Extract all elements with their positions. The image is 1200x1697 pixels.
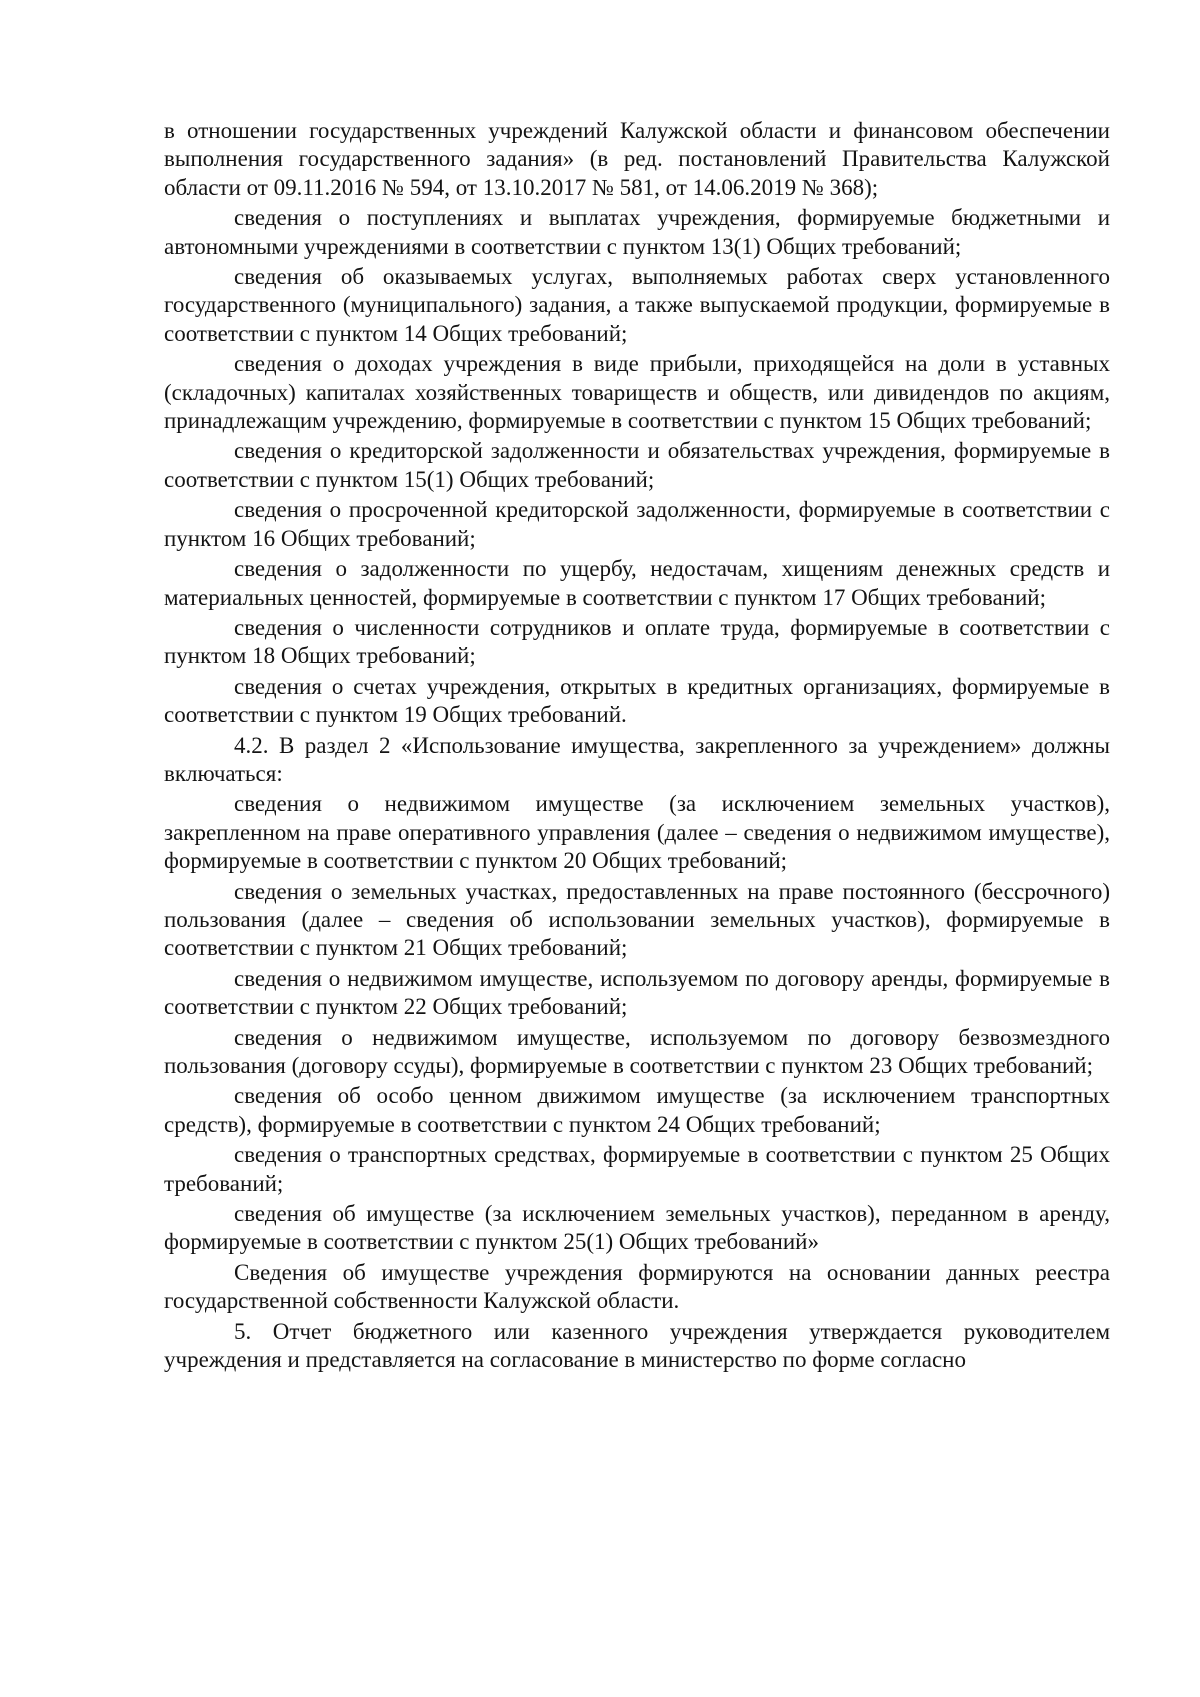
paragraph-free-use: сведения о недвижимом имуществе, используемом по договору безвозмездного пользования (договору ссуды), формируемые в соответствии с пунктом 23 Общих требований; <box>164 1024 1110 1078</box>
document-body <box>164 117 1110 1376</box>
paragraph-creditor-debt: сведения о кредиторской задолженности и обязательствах учреждения, формируемые в соответствии с пунктом 15(1) Общих требований; <box>164 438 1110 492</box>
paragraph-income-payments: сведения о поступлениях и выплатах учреждения, формируемые бюджетными и автономными учреждениями в соответствии с пунктом 13(1) Общих требований; <box>164 205 1110 259</box>
paragraph-continuation: в отношении государственных учреждений Калужской области и финансовом обеспечении выполнения государственного задания» (в ред. постановлений Правительства Калужской области от 09.11.2016 № 594, от 13.10.2017 № 581, от 14.06.2019 № 368); <box>164 118 1110 200</box>
paragraph-overdue-debt: сведения о просроченной кредиторской задолженности, формируемые в соответствии с пунктом 16 Общих требований; <box>164 497 1110 551</box>
paragraph-section-4-2: 4.2. В раздел 2 «Использование имущества, закрепленного за учреждением» должны включаться: <box>164 732 1110 786</box>
paragraph-services: сведения об оказываемых услугах, выполняемых работах сверх установленного государственного (муниципального) задания, а также выпускаемой продукции, формируемые в соответствии с пунктом 14 Общих требований; <box>164 264 1110 346</box>
paragraph-valuable-movables: сведения об особо ценном движимом имуществе (за исключением транспортных средств), формируемые в соответствии с пунктом 24 Общих требований; <box>164 1083 1110 1137</box>
paragraph-vehicles: сведения о транспортных средствах, формируемые в соответствии с пунктом 25 Общих требований; <box>164 1142 1110 1196</box>
paragraph-section-5: 5. Отчет бюджетного или казенного учреждения утверждается руководителем учреждения и представляется на согласование в министерство по форме согласно <box>164 1318 1110 1373</box>
paragraph-real-estate: сведения о недвижимом имуществе (за исключением земельных участков), закрепленном на праве оперативного управления (далее – сведения о недвижимом имуществе), формируемые в соответствии с пунктом 20 Общих требований; <box>164 791 1110 874</box>
paragraph-staff-pay: сведения о численности сотрудников и оплате труда, формируемые в соответствии с пунктом 18 Общих требований; <box>164 614 1110 669</box>
paragraph-land-plots: сведения о земельных участках, предоставленных на праве постоянного (бессрочного) пользования (далее – сведения об использовании земельных участков), формируемые в соответствии с пунктом 21 Общих требований; <box>164 878 1110 961</box>
paragraph-damage-debt: сведения о задолженности по ущербу, недостачам, хищениям денежных средств и материальных ценностей, формируемые в соответствии с пунктом 17 Общих требований; <box>164 556 1110 610</box>
paragraph-profit-income: сведения о доходах учреждения в виде прибыли, приходящейся на доли в уставных (складочных) капиталах хозяйственных товариществ и обществ, или дивидендов по акциям, принадлежащим учреждению, формируемые в соответствии с пунктом 15 Общих требований; <box>164 351 1110 434</box>
paragraph-lease: сведения о недвижимом имуществе, используемом по договору аренды, формируемые в соответствии с пунктом 22 Общих требований; <box>164 965 1110 1020</box>
paragraph-registry-basis: Сведения об имуществе учреждения формируются на основании данных реестра государственной собственности Калужской области. <box>164 1259 1110 1314</box>
paragraph-accounts: сведения о счетах учреждения, открытых в кредитных организациях, формируемые в соответствии с пунктом 19 Общих требований. <box>164 673 1110 728</box>
paragraph-leased-out: сведения об имуществе (за исключением земельных участков), переданном в аренду, формируемые в соответствии с пунктом 25(1) Общих требований» <box>164 1201 1110 1255</box>
